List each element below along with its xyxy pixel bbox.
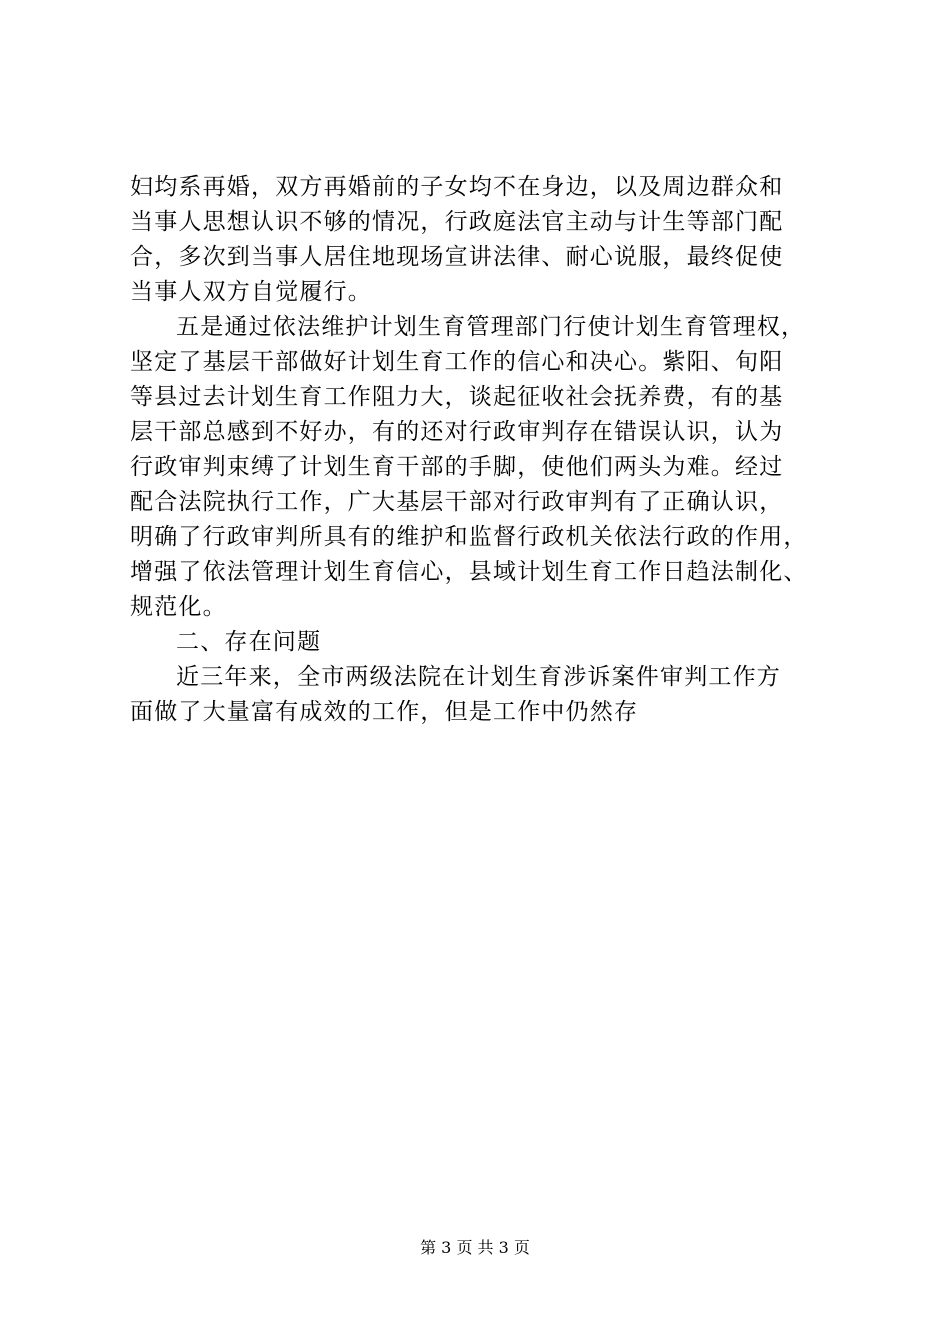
- document-body: [130, 170, 830, 730]
- text-line: 增强了依法管理计划生育信心，县域计划生育工作日趋法制化、: [130, 559, 808, 585]
- text-line: 当事人双方自觉履行。: [130, 279, 372, 305]
- text-line: 规范化。: [130, 594, 227, 620]
- text-line: 面做了大量富有成效的工作，但是工作中仍然存: [130, 699, 639, 725]
- text-line: 等县过去计划生育工作阻力大，谈起征收社会抚养费，有的基: [130, 384, 784, 410]
- page-footer: 第 3 页 共 3 页: [420, 1238, 530, 1257]
- text-line: 明确了行政审判所具有的维护和监督行政机关依法行政的作用，: [130, 524, 808, 550]
- text-line: 坚定了基层干部做好计划生育工作的信心和决心。紫阳、旬阳: [130, 349, 784, 375]
- text-line: 行政审判束缚了计划生育干部的手脚，使他们两头为难。经过: [130, 454, 784, 480]
- text-line: 层干部总感到不好办，有的还对行政审判存在错误认识，认为: [130, 419, 784, 445]
- section-heading: 二、存在问题: [176, 629, 322, 655]
- paragraph-start-line: 近三年来，全市两级法院在计划生育涉诉案件审判工作方: [176, 664, 781, 690]
- text-line: 合，多次到当事人居住地现场宣讲法律、耐心说服，最终促使: [130, 244, 784, 270]
- text-line: 配合法院执行工作，广大基层干部对行政审判有了正确认识，: [130, 489, 784, 515]
- text-line: 妇均系再婚，双方再婚前的子女均不在身边，以及周边群众和: [130, 174, 784, 200]
- paragraph-start-line: 五是通过依法维护计划生育管理部门行使计划生育管理权，: [176, 314, 806, 340]
- text-line: 当事人思想认识不够的情况，行政庭法官主动与计生等部门配: [130, 209, 784, 235]
